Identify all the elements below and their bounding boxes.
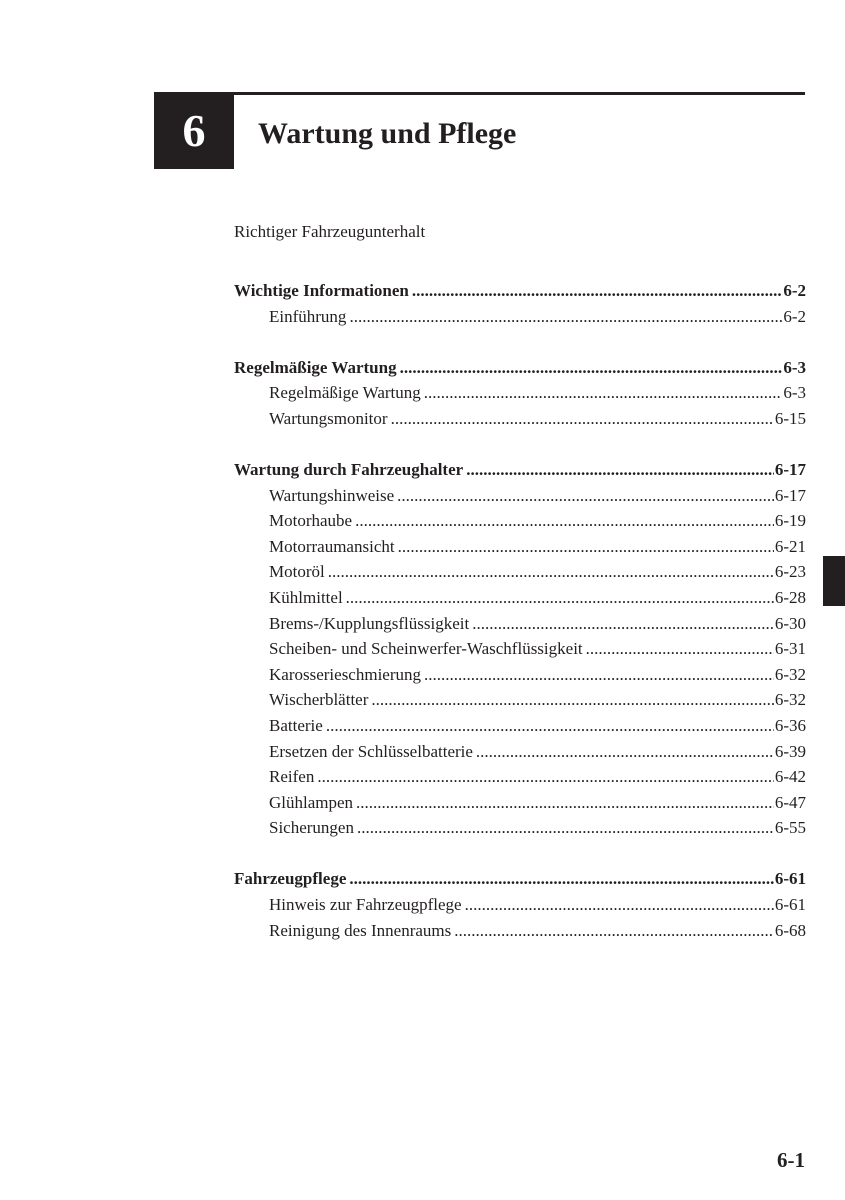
chapter-title: Wartung und Pflege <box>258 117 517 150</box>
toc-entry-label: Motoröl <box>269 562 325 582</box>
dot-leader <box>412 278 782 304</box>
toc-heading-label: Regelmäßige Wartung <box>234 357 397 377</box>
toc-entry[interactable] <box>234 790 806 816</box>
dot-leader <box>357 815 774 841</box>
toc-entry-page: 6-19 <box>774 511 806 531</box>
chapter-number: 6 <box>182 105 206 156</box>
toc-entry[interactable] <box>234 764 806 790</box>
dot-leader <box>476 739 774 765</box>
toc-heading[interactable] <box>234 866 806 892</box>
toc-entry[interactable] <box>234 483 806 509</box>
dot-leader <box>391 406 774 432</box>
toc-entry-label: Reifen <box>269 767 315 787</box>
toc-entry-page: 6-28 <box>774 587 806 607</box>
toc-entry-label: Kühlmittel <box>269 587 343 607</box>
toc-entry[interactable] <box>234 892 806 918</box>
toc-entry-page: 6-39 <box>774 741 806 761</box>
toc-entry-page: 6-23 <box>774 562 806 582</box>
toc-entry-label: Ersetzen der Schlüsselbatterie <box>269 741 473 761</box>
dot-leader <box>326 713 774 739</box>
toc-heading-label: Wartung durch Fahrzeughalter <box>234 459 464 479</box>
toc-entry-page: 6-55 <box>774 818 806 838</box>
dot-leader <box>356 790 774 816</box>
dot-leader <box>371 687 773 713</box>
toc-section <box>234 457 806 841</box>
toc-heading-page: 6-3 <box>783 357 806 377</box>
toc-entry[interactable] <box>234 636 806 662</box>
toc-entry[interactable] <box>234 304 806 330</box>
toc-entry-page: 6-2 <box>783 306 806 326</box>
dot-leader <box>349 866 773 892</box>
toc-entry-label: Glühlampen <box>269 792 354 812</box>
toc-heading-page: 6-17 <box>774 459 806 479</box>
toc-heading-label: Fahrzeugpflege <box>234 869 347 889</box>
toc-entry-label: Regelmäßige Wartung <box>269 383 421 403</box>
toc-entry-label: Reinigung des Innenraums <box>269 920 452 940</box>
toc-heading[interactable] <box>234 355 806 381</box>
dot-leader <box>424 380 783 406</box>
toc-entry-page: 6-47 <box>774 792 806 812</box>
toc-entry[interactable] <box>234 508 806 534</box>
toc-section <box>234 278 806 329</box>
toc-entry-label: Wischerblätter <box>269 690 369 710</box>
toc-section <box>234 866 806 943</box>
dot-leader <box>454 918 774 944</box>
toc-entry-label: Wartungshinweise <box>269 485 395 505</box>
page-number: 6-1 <box>777 1148 805 1172</box>
toc-entry-page: 6-31 <box>774 639 806 659</box>
toc-entry[interactable] <box>234 713 806 739</box>
toc-entry-page: 6-15 <box>774 408 806 428</box>
chapter-subtitle: Richtiger Fahrzeugunterhalt <box>234 222 426 241</box>
toc-entry-label: Brems-/Kupplungsflüssigkeit <box>269 613 470 633</box>
toc-entry-label: Karosserieschmierung <box>269 664 422 684</box>
toc-entry-page: 6-68 <box>774 920 806 940</box>
toc-entry-label: Wartungsmonitor <box>269 408 388 428</box>
dot-leader <box>586 636 774 662</box>
dot-leader <box>346 585 774 611</box>
toc-entry-page: 6-17 <box>774 485 806 505</box>
dot-leader <box>397 483 774 509</box>
dot-leader <box>349 304 782 330</box>
toc-entry-page: 6-36 <box>774 715 806 735</box>
toc-entry[interactable] <box>234 585 806 611</box>
dot-leader <box>424 662 774 688</box>
toc-entry[interactable] <box>234 534 806 560</box>
dot-leader <box>328 559 774 585</box>
toc-entry[interactable] <box>234 662 806 688</box>
dot-leader <box>472 611 774 637</box>
toc-entry-label: Motorhaube <box>269 511 353 531</box>
dot-leader <box>355 508 774 534</box>
toc-entry-page: 6-32 <box>774 664 806 684</box>
table-of-contents <box>234 278 806 969</box>
toc-entry[interactable] <box>234 918 806 944</box>
toc-entry[interactable] <box>234 739 806 765</box>
dot-leader <box>466 457 774 483</box>
toc-entry[interactable] <box>234 380 806 406</box>
toc-entry-page: 6-61 <box>774 894 806 914</box>
toc-entry[interactable] <box>234 406 806 432</box>
toc-entry-label: Batterie <box>269 715 323 735</box>
header-rule <box>234 92 805 95</box>
dot-leader <box>398 534 774 560</box>
toc-heading[interactable] <box>234 278 806 304</box>
toc-entry-page: 6-21 <box>774 536 806 556</box>
dot-leader <box>400 355 783 381</box>
toc-heading-page: 6-2 <box>783 281 806 300</box>
toc-entry-label: Einführung <box>269 306 347 326</box>
toc-entry-page: 6-42 <box>774 767 806 787</box>
toc-entry-page: 6-32 <box>774 690 806 710</box>
toc-heading-label: Wichtige Informationen <box>234 281 409 300</box>
toc-section <box>234 355 806 432</box>
dot-leader <box>465 892 774 918</box>
toc-entry-label: Motorraumansicht <box>269 536 395 556</box>
toc-entry[interactable] <box>234 687 806 713</box>
toc-entry[interactable] <box>234 611 806 637</box>
toc-entry-label: Sicherungen <box>269 818 354 838</box>
toc-heading-page: 6-61 <box>774 869 806 889</box>
chapter-thumb-tab <box>823 556 845 606</box>
toc-entry-page: 6-30 <box>774 613 806 633</box>
toc-entry[interactable] <box>234 559 806 585</box>
toc-entry[interactable] <box>234 815 806 841</box>
toc-entry-page: 6-3 <box>783 383 806 403</box>
toc-heading[interactable] <box>234 457 806 483</box>
toc-entry-label: Hinweis zur Fahrzeugpflege <box>269 894 462 914</box>
dot-leader <box>317 764 774 790</box>
chapter-number-box <box>154 92 234 169</box>
toc-entry-label: Scheiben- und Scheinwerfer-Waschflüssigkeit <box>269 639 583 659</box>
